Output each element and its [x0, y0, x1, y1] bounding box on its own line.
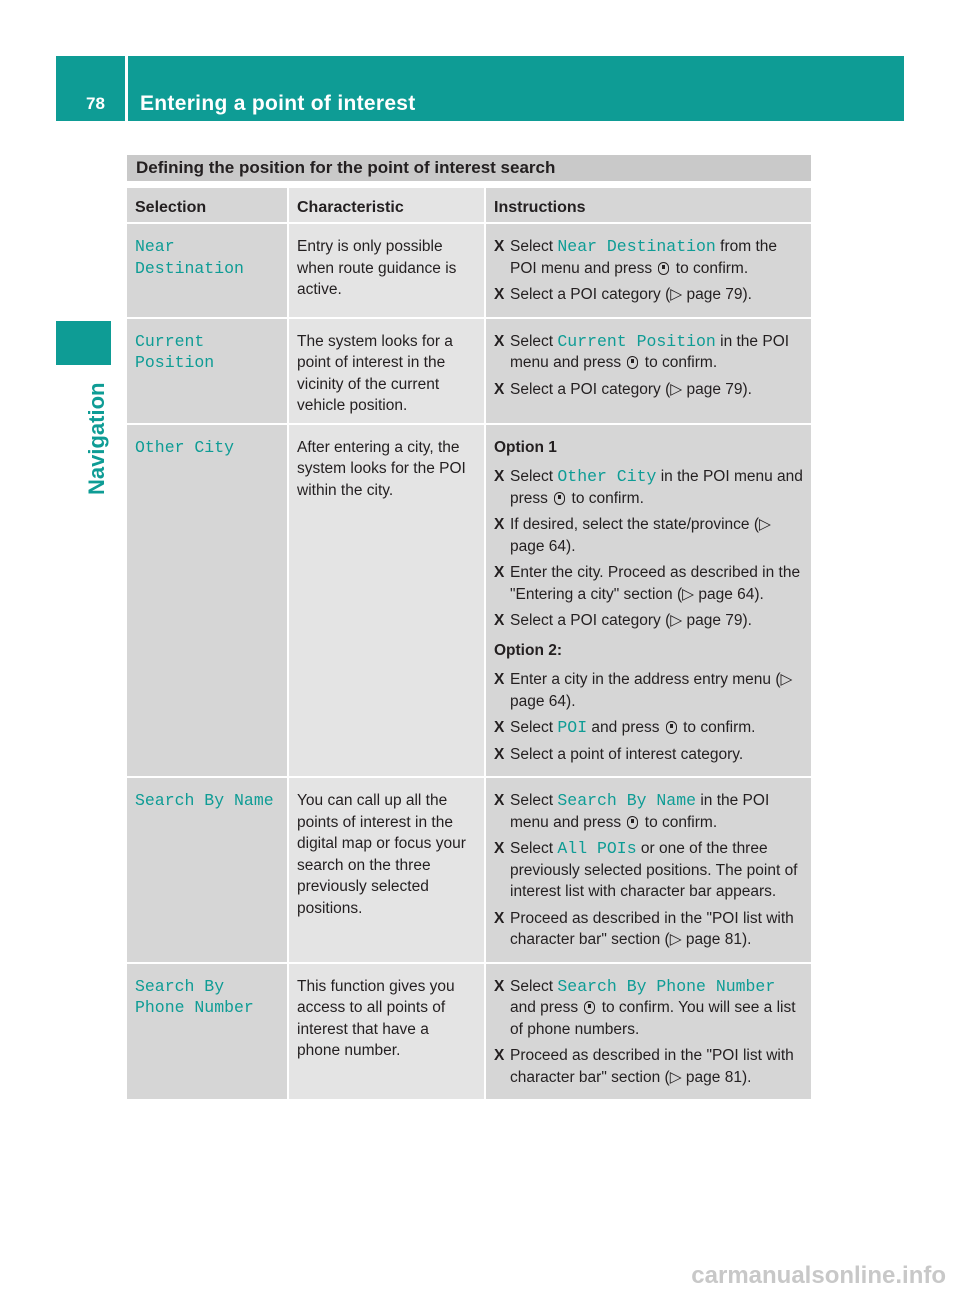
section-marker — [56, 321, 111, 365]
step-text: in the POI menu and press — [510, 792, 770, 831]
step-marker-icon: X — [494, 564, 505, 581]
step-text: to confirm. — [567, 489, 644, 507]
characteristic-cell: This function gives you access to all points of interest that have a phone number. — [287, 964, 484, 1100]
step-text: to confirm. — [640, 813, 718, 831]
instruction-step — [494, 669, 803, 712]
step-text: to confirm. — [678, 719, 756, 736]
instruction-step — [494, 717, 803, 739]
selection-cell: Search By Name — [127, 778, 287, 962]
step-marker-icon: X — [494, 332, 505, 350]
table-header-row — [127, 188, 811, 224]
table-row — [127, 964, 811, 1102]
step-text: in the POI menu and press — [510, 468, 803, 507]
option-heading: Option 2: — [494, 641, 563, 659]
instruction-step — [494, 331, 803, 374]
step-marker-icon: X — [494, 719, 505, 736]
instruction-step — [494, 610, 803, 632]
instruction-step — [494, 379, 803, 401]
table-row — [127, 778, 811, 964]
step-text: Proceed as described in the "POI list with character bar" section (▷ page 81). — [510, 909, 794, 948]
step-marker-icon: X — [494, 745, 505, 763]
instruction-step — [494, 908, 803, 951]
controller-press-icon — [627, 816, 638, 829]
step-text: from the POI menu and press — [510, 238, 777, 277]
step-marker-icon: X — [494, 671, 505, 688]
controller-press-icon — [627, 356, 638, 369]
instruction-step — [494, 514, 803, 557]
step-text: Select — [510, 468, 558, 485]
step-text: to confirm. You will see a list of phone numbers. — [510, 999, 796, 1038]
step-marker-icon: X — [494, 792, 505, 809]
step-text: Select a POI category (▷ page 79). — [510, 612, 752, 629]
step-text: to confirm. — [640, 354, 718, 371]
step-text: or one of the three previously selected positions. The point of interest list with character bar appears. — [510, 840, 798, 900]
table-body — [127, 224, 811, 1101]
instruction-step — [494, 1045, 803, 1088]
instruction-step — [494, 236, 803, 279]
step-text: to confirm. — [671, 259, 749, 277]
instruction-step — [494, 284, 803, 306]
step-text: Enter a city in the address entry menu (▷ page 64). — [510, 671, 793, 710]
instructions-cell — [484, 224, 811, 317]
characteristic-cell: You can call up all the points of interest in the digital map or focus your search on the three previously selected positions. — [287, 778, 484, 962]
selection-cell: Current Position — [127, 319, 287, 423]
characteristic-cell: The system looks for a point of interest in the vicinity of the current vehicle position. — [287, 319, 484, 423]
characteristic-cell: Entry is only possible when route guidance is active. — [287, 224, 484, 317]
step-text: Select a POI category (▷ page 79). — [510, 286, 752, 303]
table-row — [127, 425, 811, 779]
instruction-step — [494, 466, 803, 509]
column-header-characteristic: Characteristic — [287, 188, 484, 222]
step-text: Select — [510, 977, 558, 995]
instructions-cell — [484, 425, 811, 777]
option-heading: Option 1 — [494, 438, 557, 456]
menu-item-reference: All POIs — [557, 839, 637, 858]
instructions-cell — [484, 964, 811, 1100]
column-header-selection: Selection — [127, 188, 287, 222]
controller-press-icon — [658, 262, 669, 275]
section-label: Navigation — [84, 382, 109, 495]
step-text: and press — [510, 999, 579, 1016]
table-caption: Defining the position for the point of interest search — [127, 155, 811, 181]
watermark: carmanualsonline.info — [691, 1262, 946, 1289]
step-marker-icon: X — [494, 238, 505, 255]
poi-position-table — [127, 188, 811, 1101]
step-text: Select a POI category (▷ page 79). — [510, 380, 752, 398]
selection-cell: Other City — [127, 425, 287, 777]
instruction-step — [494, 976, 803, 1041]
step-marker-icon: X — [494, 612, 505, 629]
step-marker-icon: X — [494, 909, 505, 927]
page-title: Entering a point of interest — [140, 92, 416, 115]
menu-item-reference: Search By Phone Number — [557, 976, 776, 996]
step-text: Select — [510, 792, 558, 809]
step-marker-icon: X — [494, 468, 505, 485]
menu-item-reference: Search By Name — [557, 791, 697, 810]
column-header-instructions: Instructions — [484, 188, 811, 222]
step-text: and press — [587, 719, 660, 736]
instruction-step — [494, 562, 803, 605]
instruction-step — [494, 790, 803, 833]
menu-item-reference: Other City — [557, 467, 657, 486]
step-marker-icon: X — [494, 516, 505, 533]
header-divider — [125, 56, 128, 121]
step-marker-icon: X — [494, 840, 505, 857]
step-text: Enter the city. Proceed as described in the "Entering a city" section (▷ page 64). — [510, 564, 801, 603]
controller-press-icon — [554, 492, 565, 505]
step-text: Proceed as described in the "POI list with character bar" section (▷ page 81). — [510, 1047, 794, 1086]
selection-cell: Near Destination — [127, 224, 287, 317]
step-marker-icon: X — [494, 1047, 505, 1064]
step-text: in the POI menu and press — [510, 332, 790, 371]
step-text: If desired, select the state/province (▷ page 64). — [510, 516, 771, 555]
instruction-step — [494, 838, 803, 903]
menu-item-reference: Current Position — [557, 331, 716, 351]
step-text: Select — [510, 840, 558, 857]
step-marker-icon: X — [494, 286, 505, 303]
instructions-cell — [484, 319, 811, 423]
characteristic-cell: After entering a city, the system looks for the POI within the city. — [287, 425, 484, 777]
menu-item-reference: Near Destination — [557, 237, 716, 256]
table-row — [127, 224, 811, 319]
step-text: Select — [510, 719, 558, 736]
step-text: Select a point of interest category. — [510, 745, 744, 763]
instructions-cell — [484, 778, 811, 962]
table-row — [127, 319, 811, 425]
menu-item-reference: POI — [557, 718, 588, 737]
step-marker-icon: X — [494, 380, 505, 398]
selection-cell: Search By Phone Number — [127, 964, 287, 1100]
controller-press-icon — [666, 721, 677, 734]
step-text: Select — [510, 332, 558, 350]
step-text: Select — [510, 238, 558, 255]
step-marker-icon: X — [494, 977, 505, 995]
controller-press-icon — [584, 1001, 595, 1014]
instruction-step — [494, 744, 803, 766]
page-number: 78 — [86, 94, 105, 113]
